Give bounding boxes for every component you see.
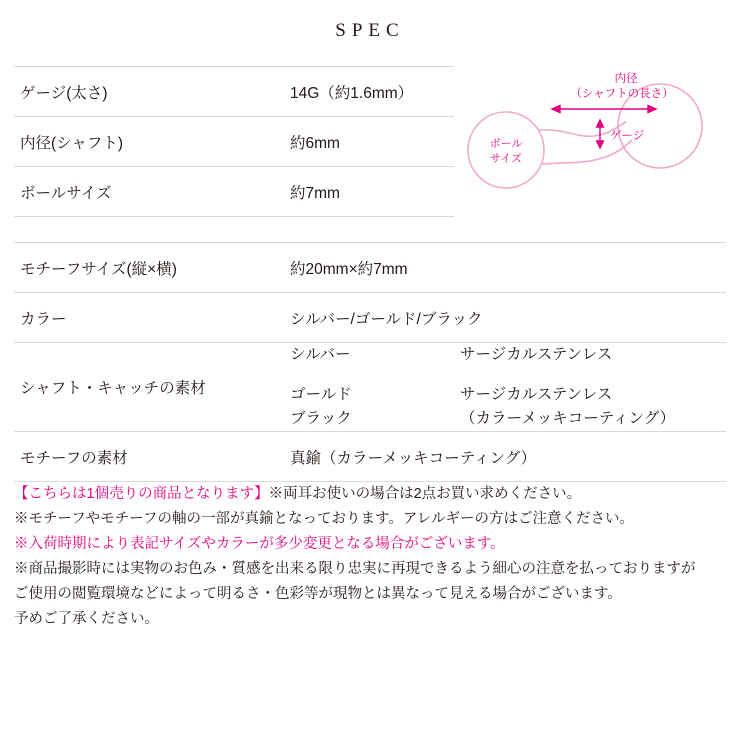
note-line-5 [14, 582, 726, 607]
row-value: 約6mm [290, 134, 340, 152]
material-row [290, 343, 726, 367]
note-text: ※両耳お使いの場合は2点お買い求めください。 [268, 486, 582, 502]
ball-size-label-line2: サイズ [489, 153, 523, 165]
gauge-label: ゲージ [610, 130, 645, 142]
table-row [14, 243, 726, 293]
row-label: シャフト・キャッチの素材 [20, 380, 206, 398]
note-line-2 [14, 507, 726, 532]
row-label: モチーフサイズ(縦×横) [20, 260, 177, 278]
note-text: 予めご了承ください。 [14, 610, 159, 627]
material-value: サージカルステンレス [460, 386, 613, 404]
note-line-1 [14, 482, 726, 507]
material-value: （カラーメッキコーティング） [460, 410, 676, 428]
row-value: 14G（約1.6mm） [290, 84, 414, 102]
row-label: モチーフの素材 [20, 449, 128, 467]
note-highlight: ※入荷時期により表記サイズやカラーが多少変更となる場合がございます。 [14, 535, 505, 552]
row-value: 真鍮（カラーメッキコーティング） [290, 449, 537, 467]
table-row-materials [14, 343, 726, 432]
page-title: SPEC [335, 20, 405, 41]
spec-table-details [14, 242, 726, 482]
note-line-6 [14, 607, 726, 632]
spacer [290, 367, 726, 383]
row-value [276, 343, 726, 432]
row-value: 約7mm [290, 184, 340, 202]
table-row [14, 167, 454, 217]
row-value: シルバー/ゴールド/ブラック [290, 310, 483, 328]
row-label: ゲージ(太さ) [20, 84, 108, 102]
spec-table-basic [14, 66, 454, 217]
ball-size-label-line1: ボール [489, 138, 523, 150]
row-label: ボールサイズ [20, 184, 112, 202]
material-value: サージカルステンレス [460, 346, 613, 363]
table-row [14, 432, 726, 482]
material-row [290, 407, 726, 431]
inner-diameter-label: 内径 [614, 73, 638, 85]
row-value: 約20mm×約7mm [290, 260, 408, 278]
table-row [14, 117, 454, 167]
material-row [290, 383, 726, 407]
table-row [14, 293, 726, 343]
note-text: ※モチーフやモチーフの軸の一部が真鍮となっております。アレルギーの方はご注意ください。 [14, 510, 634, 527]
shaft-length-label: （シャフトの長さ） [570, 88, 674, 100]
notes-block [14, 482, 726, 632]
note-text: ご使用の閲覧環境などによって明るさ・色彩等が現物とは異なって見える場合がございます。 [14, 585, 622, 602]
note-highlight: 【こちらは1個売りの商品となります】 [14, 486, 269, 502]
material-name: シルバー [290, 346, 351, 363]
row-label: カラー [20, 310, 67, 328]
material-name: ゴールド [290, 386, 352, 404]
note-line-4 [14, 557, 726, 582]
material-name: ブラック [290, 410, 352, 428]
table-row [14, 67, 454, 117]
row-label: 内径(シャフト) [20, 134, 124, 152]
note-text: ※商品撮影時には実物のお色み・質感を出来る限り忠実に再現できるよう細心の注意を払っておりますが [14, 560, 696, 577]
piercing-diagram [460, 66, 728, 216]
note-line-3 [14, 532, 726, 557]
